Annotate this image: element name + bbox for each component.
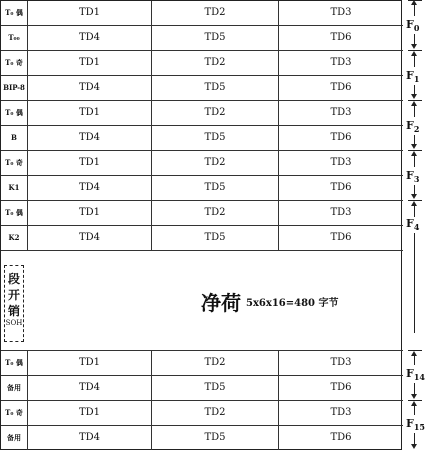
cell-td: TD4 [28,226,152,250]
row-label: T₀ 奇 [1,51,28,75]
arrow-up-icon [411,0,417,5]
row-label: B [1,126,28,150]
cell-td: TD6 [330,132,352,143]
arrow-down-icon [411,144,417,149]
cell-td: TD4 [28,426,152,450]
row-label: K1 [1,176,28,200]
arrow-down-icon [411,94,417,99]
table-row [1,51,403,76]
frame-label-f3: $F_3$ [406,169,420,185]
table-row [1,201,403,226]
cell-td: TD4 [28,126,152,150]
cell-td: TD5 [152,376,279,400]
frame-dim-line [414,353,415,365]
cell-td: TD1 [28,101,152,125]
table-row [1,76,403,101]
cell-td: TD5 [152,226,279,250]
cell-td: TD5 [152,426,279,450]
payload-title: 净荷 [201,291,241,315]
row-label: T₀ 偶 [1,101,28,125]
table-row [1,226,403,251]
row-label: T₀ 偶 [1,351,28,375]
cell-td: TD5 [152,76,279,100]
table-row [1,351,403,376]
cell-td: TD3 [330,407,352,418]
soh-char: 销 [7,304,20,318]
frame-label-f1: $F_1$ [406,69,420,85]
payload-subtitle: 5x6x16=480 字节 [246,298,339,309]
cell-td: TD1 [28,351,152,375]
cell-td: TD2 [152,101,279,125]
row-label: T₀ 偶 [1,201,28,225]
frame-dim-line [414,433,415,444]
row-label: 备用 [1,426,28,450]
frame-label-f15: $F_{15}$ [406,417,425,433]
cell-td: TD3 [330,357,352,368]
cell-td: TD2 [152,1,279,25]
cell-td: TD2 [152,51,279,75]
row-label: 备用 [1,376,28,400]
frame-dim-line [414,383,415,394]
cell-td: TD1 [28,401,152,425]
cell-td: TD1 [28,201,152,225]
frame-dim-line [414,53,415,67]
frame-label-f0: $F_0$ [406,18,420,34]
row-label: T₀ 偶 [1,1,28,25]
cell-td: TD4 [28,176,152,200]
cell-td: TD2 [152,201,279,225]
table-row [1,401,403,426]
cell-td: TD3 [330,57,352,68]
soh-abbr: SOH [5,319,23,327]
soh-char: 段 [7,272,20,286]
row-label: T₀ 奇 [1,401,28,425]
cell-td: TD4 [28,76,152,100]
arrow-down-icon [411,44,417,49]
row-label: BIP-8 [1,76,28,100]
frame-dim-line [414,403,415,415]
arrow-down-icon [411,444,417,449]
table-row [1,426,403,451]
frame-label-f4: $F_4$ [406,217,420,233]
cell-td: TD3 [330,7,352,18]
table-row [1,101,403,126]
frame-dim-line [414,153,415,167]
table-row [1,376,403,401]
table-row [1,151,403,176]
cell-td: TD2 [152,401,279,425]
cell-td: TD6 [330,432,352,443]
cell-td: TD1 [28,151,152,175]
cell-td: TD1 [28,1,152,25]
row-label: T₀₀ [1,26,28,50]
table-row [1,176,403,201]
cell-td: TD3 [330,157,352,168]
cell-td: TD4 [28,376,152,400]
cell-td: TD6 [330,182,352,193]
frame-label-f14: $F_{14}$ [406,367,425,383]
frame-dim-line [414,203,415,217]
cell-td: TD5 [152,26,279,50]
table-row [1,126,403,151]
cell-td: TD6 [330,32,352,43]
table-row [1,1,403,26]
frame-label-f2: $F_2$ [406,119,420,135]
table-row [1,26,403,51]
cell-td: TD6 [330,232,352,243]
frame-dim-line [414,233,415,333]
cell-td: TD3 [330,207,352,218]
cell-td: TD4 [28,26,152,50]
soh-char: 开 [7,288,20,302]
frame-dim-line [414,103,415,117]
cell-td: TD2 [152,351,279,375]
cell-td: TD6 [330,82,352,93]
row-label: T₀ 奇 [1,151,28,175]
arrow-down-icon [411,194,417,199]
cell-td: TD1 [28,51,152,75]
cell-td: TD3 [330,107,352,118]
cell-td: TD6 [330,382,352,393]
arrow-down-icon [411,394,417,399]
cell-td: TD5 [152,176,279,200]
cell-td: TD5 [152,126,279,150]
row-label: K2 [1,226,28,250]
cell-td: TD2 [152,151,279,175]
